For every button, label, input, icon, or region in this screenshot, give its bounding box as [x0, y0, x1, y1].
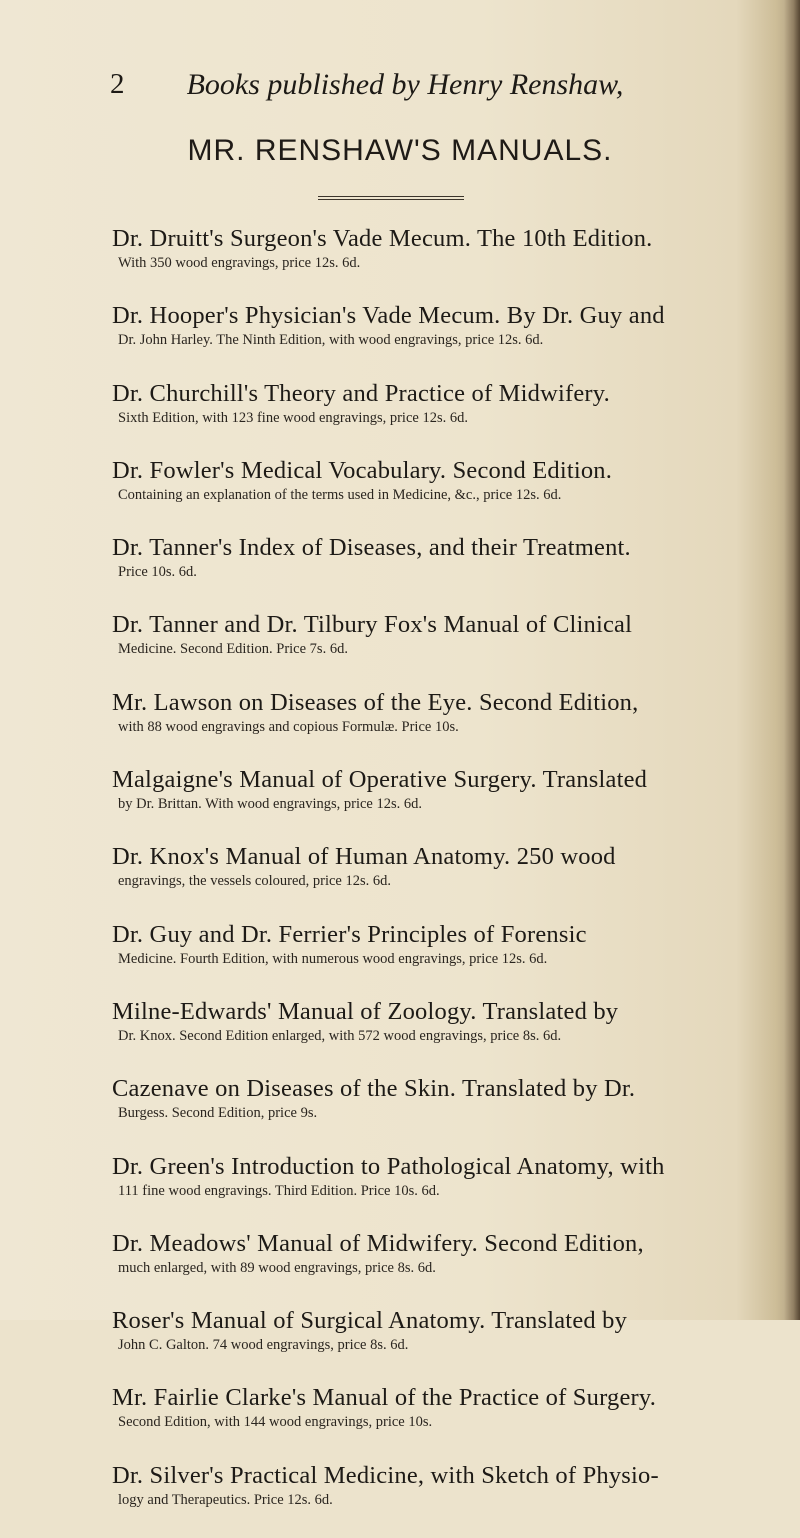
running-head [110, 68, 700, 108]
book-entry-tanner-index [112, 533, 740, 610]
page-edge-shadow [784, 0, 800, 1320]
book-title: Dr. Meadows' Manual of Midwifery. Second Edition, [112, 1229, 644, 1257]
book-title: Malgaigne's Manual of Operative Surgery. Translated [112, 766, 648, 794]
book-title: Dr. Fowler's Medical Vocabulary. Second Edition. [112, 456, 613, 484]
book-entry-milne-edwards [112, 997, 740, 1074]
book-title: Dr. Green's Introduction to Pathological Anatomy, with [112, 1152, 665, 1180]
section-title: MR. RENSHAW'S MANUALS. [187, 134, 613, 167]
book-detail: much enlarged, with 89 wood engravings, price 8s. 6d. [118, 1259, 436, 1276]
book-entry-knox [112, 842, 740, 919]
book-entry-guy-ferrier [112, 920, 740, 997]
book-entry-druitt [112, 224, 740, 301]
page-number: 2 [110, 68, 125, 100]
book-detail: Burgess. Second Edition, price 9s. [118, 1105, 318, 1122]
book-detail: by Dr. Brittan. With wood engravings, price 12s. 6d. [118, 796, 423, 813]
book-title: Dr. Churchill's Theory and Practice of Midwifery. [112, 379, 610, 407]
book-entry-churchill [112, 379, 740, 456]
book-detail: Dr. John Harley. The Ninth Edition, with wood engravings, price 12s. 6d. [118, 332, 544, 349]
book-entry-malgaigne [112, 765, 740, 842]
double-rule-divider [318, 196, 464, 202]
book-detail: John C. Galton. 74 wood engravings, price 8s. 6d. [118, 1337, 409, 1354]
book-detail: Containing an explanation of the terms used in Medicine, &c., price 12s. 6d. [118, 486, 562, 503]
book-title: Cazenave on Diseases of the Skin. Translated by Dr. [112, 1075, 636, 1103]
book-detail: 111 fine wood engravings. Third Edition. Price 10s. 6d. [118, 1182, 440, 1199]
book-entry-green [112, 1152, 740, 1229]
book-detail: with 88 wood engravings and copious Formulæ. Price 10s. [118, 718, 459, 735]
book-title: Dr. Tanner's Index of Diseases, and their Treatment. [112, 534, 631, 562]
book-entry-fairlie-clarke [112, 1383, 740, 1460]
book-title: Milne-Edwards' Manual of Zoology. Translated by [112, 997, 619, 1025]
book-title: Dr. Hooper's Physician's Vade Mecum. By Dr. Guy and [112, 302, 665, 330]
book-detail: Medicine. Second Edition. Price 7s. 6d. [118, 641, 348, 658]
book-title: Dr. Tanner and Dr. Tilbury Fox's Manual of Clinical [112, 611, 633, 639]
book-entry-roser [112, 1306, 740, 1383]
book-title: Dr. Knox's Manual of Human Anatomy. 250 wood [112, 843, 616, 871]
book-entry-hooper [112, 301, 740, 378]
book-entry-lawson [112, 688, 740, 765]
book-entry-fowler [112, 456, 740, 533]
book-detail: Price 10s. 6d. [118, 564, 197, 581]
book-detail: With 350 wood engravings, price 12s. 6d. [118, 255, 361, 271]
book-title: Dr. Silver's Practical Medicine, with Sketch of Physio- [112, 1461, 659, 1489]
running-title: Books published by Henry Renshaw, [186, 68, 624, 101]
book-title: Mr. Fairlie Clarke's Manual of the Practice of Surgery. [112, 1384, 657, 1412]
book-detail: Medicine. Fourth Edition, with numerous wood engravings, price 12s. 6d. [118, 950, 548, 967]
book-detail: Dr. Knox. Second Edition enlarged, with 572 wood engravings, price 8s. 6d. [118, 1027, 562, 1044]
book-detail: logy and Therapeutics. Price 12s. 6d. [118, 1491, 333, 1508]
book-title: Dr. Guy and Dr. Ferrier's Principles of Forensic [112, 920, 587, 948]
book-entry-meadows [112, 1229, 740, 1306]
book-list [112, 224, 740, 1538]
book-detail: Second Edition, with 144 wood engravings, price 10s. [118, 1414, 433, 1431]
book-entry-cazenave [112, 1074, 740, 1151]
book-title: Roser's Manual of Surgical Anatomy. Translated by [112, 1307, 628, 1335]
book-detail: Sixth Edition, with 123 fine wood engravings, price 12s. 6d. [118, 409, 468, 426]
book-title: Dr. Druitt's Surgeon's Vade Mecum. The 10th Edition. [112, 225, 653, 252]
book-entry-silver [112, 1461, 740, 1538]
book-title: Mr. Lawson on Diseases of the Eye. Second Edition, [112, 688, 639, 716]
book-entry-tanner-fox [112, 610, 740, 687]
book-detail: engravings, the vessels coloured, price 12s. 6d. [118, 873, 392, 890]
